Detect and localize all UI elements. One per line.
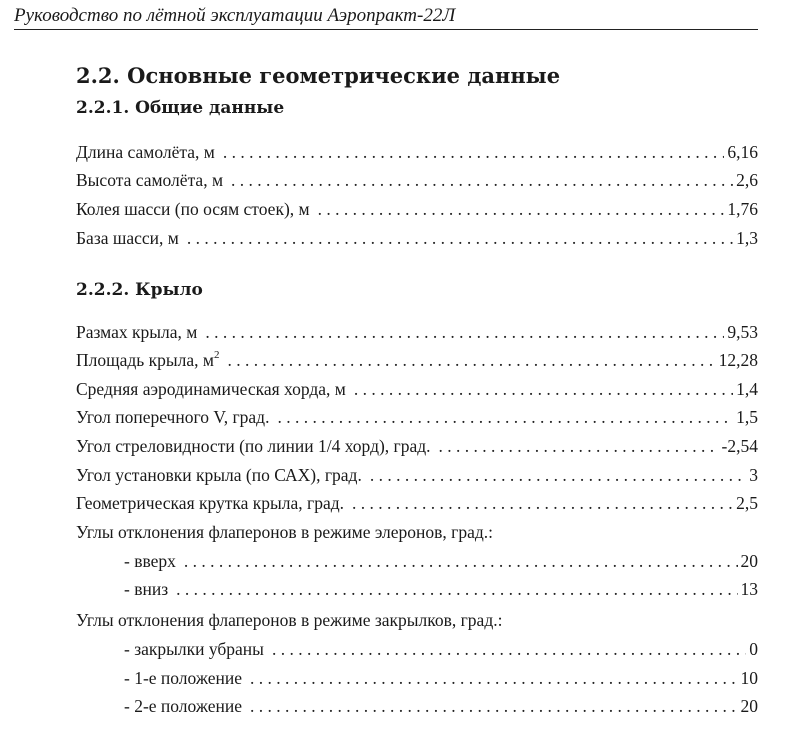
dot-leader	[318, 195, 725, 223]
subsection-title-wing: 2.2.2. Крыло	[76, 280, 203, 300]
spec-label: Размах крыла, м	[76, 322, 198, 342]
spec-value: 6,16	[727, 142, 758, 162]
spec-row-twist	[76, 489, 758, 517]
spec-label: - 1-е положение	[124, 668, 242, 688]
spec-label: База шасси, м	[76, 228, 179, 248]
spec-row-wheelbase	[76, 224, 758, 252]
spec-value: 1,76	[727, 199, 758, 219]
spec-value: 3	[749, 465, 758, 485]
spec-value: 2,6	[736, 170, 758, 190]
spec-label: Высота самолёта, м	[76, 170, 224, 190]
section-title: 2.2. Основные геометрические данные	[76, 63, 561, 88]
spec-value: 20	[740, 696, 758, 716]
dot-leader	[354, 375, 733, 403]
spec-label: - вверх	[124, 551, 176, 571]
spec-label: Угол стреловидности (по линии 1/4 хорд), град.	[76, 436, 431, 456]
spec-row-flaps-position-2	[124, 692, 758, 720]
spec-label: - 2-е положение	[124, 696, 242, 716]
dot-leader	[250, 692, 738, 720]
spec-label: Угол поперечного V, град.	[76, 407, 270, 427]
dot-leader	[231, 166, 733, 194]
spec-value: 2,5	[736, 493, 758, 513]
spec-row-aileron-up	[124, 547, 758, 575]
dot-leader	[205, 318, 724, 346]
dot-leader	[176, 575, 737, 603]
unit-superscript: 2	[213, 349, 220, 362]
dot-leader	[277, 403, 733, 431]
spec-label: - вниз	[124, 579, 169, 599]
dot-leader	[223, 138, 725, 166]
spec-value: 20	[740, 551, 758, 571]
dot-leader	[187, 224, 733, 252]
spec-row-wingspan	[76, 318, 758, 346]
spec-value: 0	[749, 639, 758, 659]
spec-value: 1,5	[736, 407, 758, 427]
dot-leader	[370, 461, 746, 489]
spec-label: - закрылки убраны	[124, 639, 264, 659]
spec-row-sweep	[76, 432, 758, 460]
spec-value: 12,28	[718, 350, 758, 370]
dot-leader	[272, 635, 746, 663]
group-label-aileron-mode: Углы отклонения флаперонов в режиме элеронов, град.:	[76, 522, 493, 542]
spec-row-flaps-retracted	[124, 635, 758, 663]
spec-row-mac	[76, 375, 758, 403]
dot-leader	[439, 432, 719, 460]
spec-label: Средняя аэродинамическая хорда, м	[76, 379, 346, 399]
dot-leader	[227, 346, 715, 374]
spec-value: 1,4	[736, 379, 758, 399]
group-label-flap-mode: Углы отклонения флаперонов в режиме закрылков, град.:	[76, 610, 503, 630]
spec-label: Угол установки крыла (по САХ), град.	[76, 465, 362, 485]
dot-leader	[250, 664, 738, 692]
spec-row-wing-area	[76, 346, 758, 374]
spec-label: Длина самолёта, м	[76, 142, 215, 162]
spec-row-length	[76, 138, 758, 166]
spec-row-track	[76, 195, 758, 223]
spec-label: Площадь крыла, $м^2$	[76, 349, 220, 370]
spec-label: Колея шасси (по осям стоек), м	[76, 199, 310, 219]
spec-row-aileron-down	[124, 575, 758, 603]
spec-value: 13	[740, 579, 758, 599]
spec-row-incidence	[76, 461, 758, 489]
spec-row-dihedral	[76, 403, 758, 431]
dot-leader	[184, 547, 738, 575]
spec-row-height	[76, 166, 758, 194]
dot-leader	[352, 489, 733, 517]
spec-value: 10	[740, 668, 758, 688]
spec-label: Геометрическая крутка крыла, град.	[76, 493, 345, 513]
running-header: Руководство по лётной эксплуатации Аэропракт-22Л	[14, 3, 758, 30]
spec-value: -2,54	[721, 436, 758, 456]
subsection-title-general: 2.2.1. Общие данные	[76, 98, 285, 118]
spec-row-flaps-position-1	[124, 664, 758, 692]
spec-value: 1,3	[736, 228, 758, 248]
spec-value: 9,53	[727, 322, 758, 342]
